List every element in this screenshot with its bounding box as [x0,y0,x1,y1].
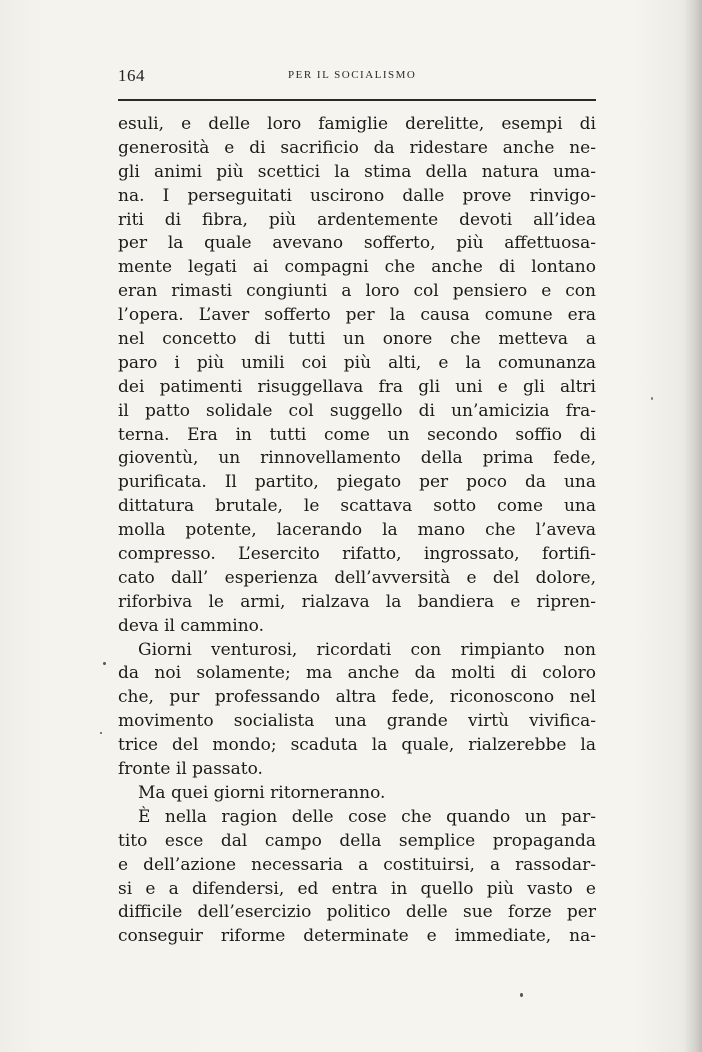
header-rule [118,99,596,101]
text-line: l’opera. L’aver sofferto per la causa comune era [118,305,596,326]
text-line: cato dall’ esperienza dell’avversità e del dolore, [118,567,596,588]
text-line: conseguir riforme determinate e immediate, na- [118,926,596,947]
text-line: na. I perseguitati uscirono dalle prove rinvigo- [118,185,596,206]
ink-speck [103,662,106,665]
text-line: dittatura brutale, le scattava sotto come una [118,496,596,517]
text-line: da noi solamente; ma anche da molti di coloro [118,663,596,684]
text-line: nel concetto di tutti un onore che metteva a [118,329,596,350]
text-line: Giorni venturosi, ricordati con rimpianto non [138,639,596,660]
text-line: movimento socialista una grande virtù vivifica- [118,711,596,732]
text-line: difficile dell’esercizio politico delle sue forze per [118,902,596,923]
text-line: compresso. L’esercito rifatto, ingrossato, fortifi- [118,544,596,565]
text-line: terna. Era in tutti come un secondo soffio di [118,424,596,445]
text-line: paro i più umili coi più alti, e la comunanza [118,352,596,373]
text-line: che, pur professando altra fede, riconoscono nel [118,687,596,708]
text-line: esuli, e delle loro famiglie derelitte, esempi di [118,114,596,134]
text-line: molla potente, lacerando la mano che l’aveva [118,520,596,541]
body-text [118,113,596,949]
text-line: gioventù, un rinnovellamento della prima fede, [118,448,596,469]
page-number: 164 [118,66,145,85]
text-line: deva il cammino. [118,615,264,636]
text-line: si e a difendersi, ed entra in quello più vasto e [118,878,596,899]
page-edge-shadow [684,0,702,1052]
text-line: generosità e di sacrificio da ridestare anche ne- [118,137,596,158]
text-line: dei patimenti risuggellava fra gli uni e gli altri [118,376,596,397]
ink-speck [651,397,653,400]
text-line: eran rimasti congiunti a loro col pensiero e con [118,281,596,302]
text-line: tito esce dal campo della semplice propaganda [118,830,596,851]
text-line: trice del mondo; scaduta la quale, rialzerebbe la [118,735,596,756]
page-header [118,60,596,94]
text-line: riti di fibra, più ardentemente devoti all’idea [118,209,596,230]
text-line: riforbiva le armi, rialzava la bandiera e ripren- [118,591,596,612]
running-title: PER IL SOCIALISMO [288,69,417,81]
text-line: purificata. Il partito, piegato per poco da una [118,472,596,493]
text-line: mente legati ai compagni che anche di lontano [118,257,596,278]
text-line: il patto solidale col suggello di un’amicizia fra- [118,400,596,421]
text-line: per la quale avevano sofferto, più affettuosa- [118,233,596,254]
text-line: È nella ragion delle cose che quando un par- [138,806,596,827]
text-line: fronte il passato. [118,759,263,780]
ink-speck [100,732,102,734]
ink-speck [520,993,523,997]
text-line: e dell’azione necessaria a costituirsi, a rassodar- [118,854,596,875]
text-line: Ma quei giorni ritorneranno. [138,782,386,803]
text-line: gli animi più scettici la stima della natura uma- [118,161,596,182]
